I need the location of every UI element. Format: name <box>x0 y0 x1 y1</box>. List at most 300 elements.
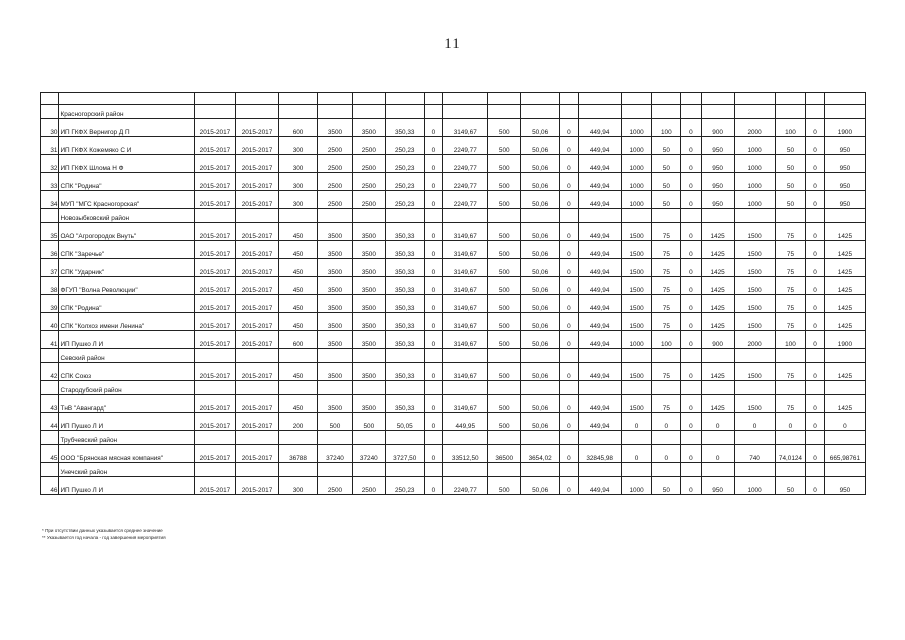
table-cell <box>806 349 824 363</box>
table-cell: 2015-2017 <box>194 155 235 173</box>
table-cell: 2015-2017 <box>235 259 278 277</box>
table-cell: 0 <box>806 477 824 495</box>
table-cell <box>824 463 865 477</box>
table-cell <box>560 381 578 395</box>
table-cell <box>41 93 59 105</box>
table-cell <box>488 105 521 119</box>
table-cell <box>621 93 652 105</box>
table-cell: 250,23 <box>385 477 424 495</box>
table-cell: 50,06 <box>521 331 560 349</box>
table-cell: 1000 <box>621 155 652 173</box>
table-cell: 500 <box>488 119 521 137</box>
table-cell <box>385 431 424 445</box>
table-cell <box>560 431 578 445</box>
table-cell: 0 <box>824 413 865 431</box>
table-row <box>41 173 866 191</box>
table-cell <box>488 93 521 105</box>
table-cell: 0 <box>424 395 442 413</box>
table-cell: 50,06 <box>521 173 560 191</box>
table-cell: 950 <box>701 137 734 155</box>
table-cell: 0 <box>560 191 578 209</box>
table-cell: 0 <box>560 155 578 173</box>
table-cell: 250,23 <box>385 191 424 209</box>
table-cell: 449,94 <box>578 173 621 191</box>
organization-name: ИП Пушко Л И <box>59 331 194 349</box>
table-cell <box>41 431 59 445</box>
region-row <box>41 349 866 363</box>
table-cell: 450 <box>279 259 318 277</box>
table-cell: 0 <box>424 241 442 259</box>
table-cell <box>443 209 488 223</box>
table-cell: 3500 <box>352 223 385 241</box>
table-cell: 1000 <box>734 191 775 209</box>
table-cell <box>681 93 702 105</box>
table-cell: 1425 <box>701 395 734 413</box>
table-cell: 75 <box>652 223 681 241</box>
table-cell: 500 <box>488 155 521 173</box>
table-cell: 50 <box>652 191 681 209</box>
table-cell: 2500 <box>318 477 353 495</box>
table-cell <box>621 349 652 363</box>
table-cell: 0 <box>806 363 824 381</box>
table-cell: 450 <box>279 223 318 241</box>
table-cell: 3500 <box>318 363 353 381</box>
table-cell <box>652 349 681 363</box>
table-cell: 0 <box>424 445 442 463</box>
table-cell <box>521 349 560 363</box>
table-cell: 50 <box>775 191 806 209</box>
table-cell: 300 <box>279 173 318 191</box>
table-cell: 2015-2017 <box>235 241 278 259</box>
table-cell <box>279 381 318 395</box>
table-cell: 449,94 <box>578 191 621 209</box>
table-cell <box>424 209 442 223</box>
table-cell <box>424 349 442 363</box>
table-cell <box>806 431 824 445</box>
table-cell: 1500 <box>621 395 652 413</box>
table-cell <box>521 209 560 223</box>
table-cell: 50,06 <box>521 119 560 137</box>
table-row <box>41 223 866 241</box>
table-cell: 449,94 <box>578 277 621 295</box>
region-row <box>41 463 866 477</box>
table-cell: 2249,77 <box>443 191 488 209</box>
organization-name: ИП ГКФХ Вернигор Д П <box>59 119 194 137</box>
table-cell: 100 <box>775 331 806 349</box>
table-cell: 50 <box>775 137 806 155</box>
table-cell: 0 <box>424 223 442 241</box>
table-cell <box>279 431 318 445</box>
table-cell <box>621 463 652 477</box>
table-cell: 300 <box>279 137 318 155</box>
table-cell <box>806 93 824 105</box>
table-cell <box>352 381 385 395</box>
table-cell: 2015-2017 <box>235 313 278 331</box>
row-number: 40 <box>41 313 59 331</box>
table-cell: 50,06 <box>521 155 560 173</box>
table-cell <box>652 209 681 223</box>
table-cell: 0 <box>560 313 578 331</box>
table-cell: 0 <box>424 313 442 331</box>
table-cell <box>385 93 424 105</box>
table-cell: 0 <box>560 295 578 313</box>
table-cell: 0 <box>681 445 702 463</box>
table-cell <box>734 209 775 223</box>
table-cell: 450 <box>279 363 318 381</box>
table-cell <box>652 93 681 105</box>
table-cell: 75 <box>775 295 806 313</box>
table-cell <box>385 209 424 223</box>
table-cell: 350,33 <box>385 295 424 313</box>
table-cell <box>318 463 353 477</box>
table-cell: 1500 <box>734 241 775 259</box>
organization-name: СПК "Колхоз имени Ленина" <box>59 313 194 331</box>
table-cell: 2015-2017 <box>194 277 235 295</box>
table-cell: 2500 <box>352 173 385 191</box>
table-cell: 2015-2017 <box>235 331 278 349</box>
table-cell <box>59 93 194 105</box>
table-cell: 449,94 <box>578 413 621 431</box>
table-cell: 450 <box>279 277 318 295</box>
table-cell <box>560 209 578 223</box>
table-cell <box>443 105 488 119</box>
table-cell: 2015-2017 <box>235 445 278 463</box>
table-cell <box>385 381 424 395</box>
table-cell: 2500 <box>318 191 353 209</box>
table-cell: 0 <box>681 241 702 259</box>
table-cell: 2015-2017 <box>235 413 278 431</box>
table-cell: 500 <box>488 223 521 241</box>
table-cell <box>621 431 652 445</box>
table-cell: 50 <box>652 155 681 173</box>
table-cell: 3500 <box>318 331 353 349</box>
table-cell <box>681 105 702 119</box>
table-cell: 0 <box>681 313 702 331</box>
table-cell: 2000 <box>734 331 775 349</box>
table-cell: 0 <box>424 477 442 495</box>
table-cell <box>701 209 734 223</box>
table-cell: 1425 <box>701 259 734 277</box>
table-cell <box>775 463 806 477</box>
table-cell <box>488 381 521 395</box>
table-row <box>41 155 866 173</box>
table-cell: 1000 <box>734 477 775 495</box>
table-cell: 2015-2017 <box>194 223 235 241</box>
table-cell: 449,94 <box>578 155 621 173</box>
table-cell <box>621 209 652 223</box>
table-cell: 449,94 <box>578 313 621 331</box>
table-cell: 3500 <box>352 277 385 295</box>
table-row <box>41 277 866 295</box>
table-cell <box>578 381 621 395</box>
region-row <box>41 105 866 119</box>
table-cell: 3500 <box>352 313 385 331</box>
organization-name: ТнВ "Авангард" <box>59 395 194 413</box>
table-cell: 75 <box>652 241 681 259</box>
table-cell: 50 <box>652 477 681 495</box>
table-cell: 75 <box>652 363 681 381</box>
table-cell: 3500 <box>352 241 385 259</box>
table-cell: 350,33 <box>385 395 424 413</box>
table-cell: 0 <box>681 395 702 413</box>
table-cell: 75 <box>775 395 806 413</box>
table-cell: 3149,67 <box>443 277 488 295</box>
table-cell: 950 <box>824 155 865 173</box>
table-cell <box>194 93 235 105</box>
table-cell: 2249,77 <box>443 155 488 173</box>
table-cell: 2015-2017 <box>235 191 278 209</box>
table-cell: 300 <box>279 155 318 173</box>
table-cell: 0 <box>560 363 578 381</box>
table-cell <box>701 431 734 445</box>
table-cell: 0 <box>806 445 824 463</box>
table-cell: 1425 <box>701 241 734 259</box>
table-cell <box>775 105 806 119</box>
table-cell: 0 <box>806 223 824 241</box>
table-cell: 0 <box>681 173 702 191</box>
table-cell: 0 <box>806 137 824 155</box>
table-cell: 50,06 <box>521 137 560 155</box>
table-cell <box>734 463 775 477</box>
table-cell: 449,94 <box>578 241 621 259</box>
table-cell <box>352 93 385 105</box>
table-cell: 1000 <box>621 137 652 155</box>
table-cell: 500 <box>488 277 521 295</box>
table-cell: 0 <box>701 445 734 463</box>
organization-name: СПК "Родина" <box>59 173 194 191</box>
table-cell: 1900 <box>824 331 865 349</box>
table-cell: 0 <box>681 223 702 241</box>
table-cell: 3149,67 <box>443 119 488 137</box>
table-cell: 1000 <box>621 173 652 191</box>
table-cell: 50 <box>775 173 806 191</box>
table-cell: 74,0124 <box>775 445 806 463</box>
footnotes <box>42 527 166 541</box>
row-number: 45 <box>41 445 59 463</box>
table-cell <box>41 209 59 223</box>
table-cell: 0 <box>806 295 824 313</box>
table-cell: 1500 <box>621 363 652 381</box>
table-cell <box>424 105 442 119</box>
row-number: 34 <box>41 191 59 209</box>
table-cell: 0 <box>424 331 442 349</box>
table-cell: 449,94 <box>578 223 621 241</box>
table-cell <box>194 105 235 119</box>
table-cell: 950 <box>701 155 734 173</box>
table-cell: 3500 <box>318 277 353 295</box>
table-cell: 0 <box>806 395 824 413</box>
table-cell: 50,06 <box>521 477 560 495</box>
table-cell: 75 <box>775 277 806 295</box>
table-cell: 200 <box>279 413 318 431</box>
table-cell: 75 <box>775 259 806 277</box>
region-row <box>41 431 866 445</box>
table-cell: 0 <box>806 191 824 209</box>
table-cell <box>701 349 734 363</box>
table-cell <box>621 105 652 119</box>
table-cell: 50,06 <box>521 363 560 381</box>
table-cell: 2249,77 <box>443 173 488 191</box>
table-cell: 250,23 <box>385 137 424 155</box>
table-cell: 1500 <box>621 295 652 313</box>
table-cell: 500 <box>488 241 521 259</box>
table-cell <box>652 463 681 477</box>
table-cell <box>424 381 442 395</box>
table-cell: 3654,02 <box>521 445 560 463</box>
table-cell <box>318 349 353 363</box>
table-cell: 500 <box>488 173 521 191</box>
table-cell: 2015-2017 <box>194 313 235 331</box>
table-cell: 1900 <box>824 119 865 137</box>
table-cell <box>385 463 424 477</box>
table-row <box>41 259 866 277</box>
table-cell: 0 <box>681 295 702 313</box>
table-cell: 0 <box>424 155 442 173</box>
table-cell <box>41 463 59 477</box>
table-cell: 2500 <box>318 155 353 173</box>
row-number: 35 <box>41 223 59 241</box>
table-cell: 1500 <box>621 313 652 331</box>
table-cell: 3500 <box>318 119 353 137</box>
table-cell <box>578 209 621 223</box>
table-cell <box>194 349 235 363</box>
table-cell: 250,23 <box>385 155 424 173</box>
table-cell <box>806 209 824 223</box>
table-cell: 1500 <box>621 259 652 277</box>
table-cell <box>806 463 824 477</box>
table-cell: 0 <box>806 331 824 349</box>
table-cell <box>318 105 353 119</box>
table-cell: 3500 <box>352 363 385 381</box>
table-cell <box>578 349 621 363</box>
table-cell: 50,06 <box>521 241 560 259</box>
table-cell: 350,33 <box>385 313 424 331</box>
table-cell: 100 <box>652 331 681 349</box>
table-cell: 0 <box>806 313 824 331</box>
table-cell: 1500 <box>734 395 775 413</box>
table-cell: 75 <box>652 395 681 413</box>
table-cell: 100 <box>775 119 806 137</box>
table-cell: 50,06 <box>521 295 560 313</box>
table-cell: 740 <box>734 445 775 463</box>
table-cell: 0 <box>560 223 578 241</box>
table-cell <box>385 349 424 363</box>
table-cell: 2015-2017 <box>194 191 235 209</box>
table-cell: 75 <box>775 363 806 381</box>
table-cell: 1425 <box>824 277 865 295</box>
table-cell: 0 <box>560 395 578 413</box>
table-row <box>41 137 866 155</box>
organization-name: ИП Пушко Л И <box>59 413 194 431</box>
table-cell <box>806 381 824 395</box>
table-cell: 0 <box>424 173 442 191</box>
table-cell <box>443 93 488 105</box>
table-body <box>41 93 866 495</box>
table-cell: 1500 <box>621 277 652 295</box>
table-cell <box>701 463 734 477</box>
table-cell <box>775 349 806 363</box>
table-cell: 0 <box>806 277 824 295</box>
table-cell: 50 <box>775 477 806 495</box>
table-cell <box>734 381 775 395</box>
table-cell <box>235 209 278 223</box>
organization-name: СПК "Ударник" <box>59 259 194 277</box>
table-cell: 0 <box>681 363 702 381</box>
table-cell <box>560 463 578 477</box>
table-cell: 0 <box>424 363 442 381</box>
table-cell: 500 <box>488 477 521 495</box>
table-cell <box>424 463 442 477</box>
table-cell: 1000 <box>734 155 775 173</box>
table-cell: 0 <box>806 259 824 277</box>
table-cell: 449,94 <box>578 331 621 349</box>
table-cell: 950 <box>824 137 865 155</box>
table-cell <box>681 349 702 363</box>
table-cell: 350,33 <box>385 277 424 295</box>
table-cell <box>194 431 235 445</box>
row-number: 46 <box>41 477 59 495</box>
table-cell: 950 <box>824 477 865 495</box>
table-cell: 900 <box>701 119 734 137</box>
row-number: 36 <box>41 241 59 259</box>
table-row <box>41 119 866 137</box>
table-cell: 37240 <box>318 445 353 463</box>
table-cell <box>424 93 442 105</box>
table-cell: 449,94 <box>578 137 621 155</box>
table-row-blank <box>41 93 866 105</box>
table-cell <box>424 431 442 445</box>
table-cell: 3500 <box>352 295 385 313</box>
table-cell: 0 <box>424 413 442 431</box>
table-cell: 50,06 <box>521 313 560 331</box>
organization-name: ООО "Брянская мясная компания" <box>59 445 194 463</box>
table-cell: 100 <box>652 119 681 137</box>
table-cell: 1425 <box>701 313 734 331</box>
footnote-1: * При отсутствии данных указывается среднее значение <box>42 528 163 533</box>
table-cell <box>41 105 59 119</box>
row-number: 38 <box>41 277 59 295</box>
table-cell <box>235 349 278 363</box>
table-cell <box>235 431 278 445</box>
table-cell: 500 <box>488 137 521 155</box>
table-cell: 3149,67 <box>443 259 488 277</box>
table-cell: 0 <box>681 119 702 137</box>
table-cell: 350,33 <box>385 259 424 277</box>
table-cell: 1425 <box>701 363 734 381</box>
table-cell: 2015-2017 <box>194 477 235 495</box>
table-cell: 2015-2017 <box>194 241 235 259</box>
table-cell: 300 <box>279 477 318 495</box>
table-cell <box>194 381 235 395</box>
table-cell <box>488 349 521 363</box>
table-cell <box>194 209 235 223</box>
table-cell: 0 <box>652 413 681 431</box>
table-cell: 3149,67 <box>443 395 488 413</box>
table-row <box>41 445 866 463</box>
table-cell <box>352 463 385 477</box>
table-cell: 3500 <box>318 241 353 259</box>
table-cell: 75 <box>652 313 681 331</box>
table-cell <box>560 105 578 119</box>
table-cell <box>443 381 488 395</box>
table-row <box>41 241 866 259</box>
table-cell: 0 <box>424 277 442 295</box>
table-cell <box>488 209 521 223</box>
table-cell: 2015-2017 <box>235 363 278 381</box>
table-cell: 900 <box>701 331 734 349</box>
region-label: Севский район <box>59 349 194 363</box>
table-cell: 0 <box>560 331 578 349</box>
